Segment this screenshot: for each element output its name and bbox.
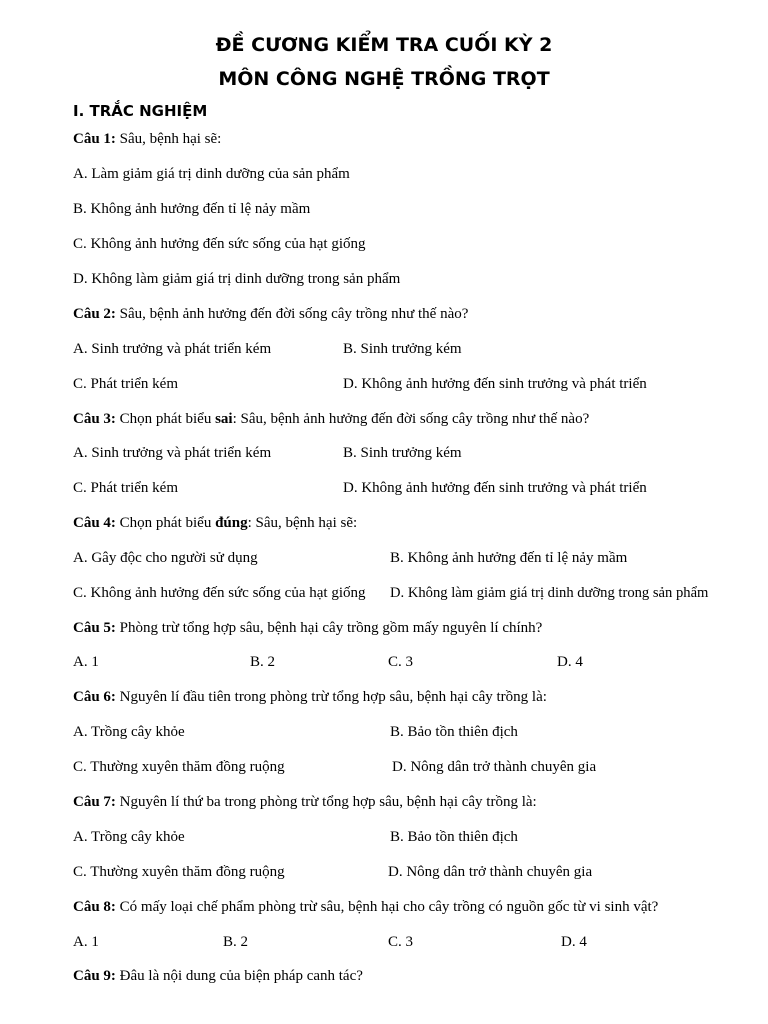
question-text: Sâu, bệnh hại sẽ:	[115, 131, 222, 147]
question-9	[73, 966, 363, 986]
question-label: Câu 2:	[73, 306, 116, 322]
q8-option-d: D. 4	[561, 934, 587, 950]
q8-option-a: A. 1	[73, 934, 99, 950]
question-label: Câu 6:	[73, 689, 116, 705]
question-text-post: : Sâu, bệnh ảnh hưởng đến đời sống cây trồng như thế nào?	[232, 411, 590, 427]
q3-option-b: B. Sinh trưởng kém	[343, 445, 462, 461]
q1-option-b: B. Không ảnh hưởng đến tỉ lệ nảy mầm	[73, 201, 311, 217]
question-emphasis: sai	[215, 411, 233, 427]
question-3	[73, 409, 589, 429]
question-2	[73, 304, 468, 324]
question-label: Câu 5:	[73, 620, 116, 636]
question-label: Câu 7:	[73, 794, 116, 810]
q3-option-c: C. Phát triển kém	[73, 480, 178, 496]
question-emphasis: đúng	[215, 515, 248, 531]
document-title-line-1: ĐỀ CƯƠNG KIỂM TRA CUỐI KỲ 2	[215, 34, 553, 56]
q6-option-a: A. Trồng cây khỏe	[73, 724, 185, 740]
q5-option-a: A. 1	[73, 654, 99, 670]
question-6	[73, 687, 547, 707]
q2-option-a: A. Sinh trưởng và phát triển kém	[73, 341, 272, 357]
question-label: Câu 8:	[73, 899, 116, 915]
question-4	[73, 513, 357, 533]
q3-option-a: A. Sinh trưởng và phát triển kém	[73, 445, 272, 461]
question-label: Câu 9:	[73, 968, 116, 984]
q2-option-b: B. Sinh trưởng kém	[343, 341, 462, 357]
question-label: Câu 1:	[73, 131, 116, 147]
question-7	[73, 792, 537, 812]
question-label: Câu 4:	[73, 515, 116, 531]
q4-option-d: D. Không làm giảm giá trị dinh dưỡng trong sản phẩm	[390, 585, 709, 601]
question-text-pre: Chọn phát biểu	[115, 515, 216, 531]
q8-option-c: C. 3	[388, 934, 414, 950]
q7-option-a: A. Trồng cây khỏe	[73, 829, 185, 845]
question-text-pre: Chọn phát biểu	[115, 411, 216, 427]
q1-option-c: C. Không ảnh hưởng đến sức sống của hạt giống	[73, 236, 366, 252]
q7-option-d: D. Nông dân trở thành chuyên gia	[388, 864, 593, 880]
q1-option-a: A. Làm giảm giá trị dinh dưỡng của sản phẩm	[73, 166, 350, 182]
question-text: Có mấy loại chế phẩm phòng trừ sâu, bệnh hại cho cây trồng có nguồn gốc từ vi sinh vật?	[115, 899, 659, 915]
question-text: Nguyên lí thứ ba trong phòng trừ tổng hợp sâu, bệnh hại cây trồng là:	[115, 794, 537, 810]
document-title-line-2: MÔN CÔNG NGHỆ TRỒNG TRỌT	[218, 68, 550, 90]
q4-option-a: A. Gây độc cho người sử dụng	[73, 550, 258, 566]
q2-option-d: D. Không ảnh hưởng đến sinh trưởng và phát triển	[343, 376, 647, 392]
question-8	[73, 897, 658, 917]
q2-option-c: C. Phát triển kém	[73, 376, 178, 392]
q6-option-d: D. Nông dân trở thành chuyên gia	[392, 759, 597, 775]
q7-option-b: B. Bảo tồn thiên địch	[390, 829, 518, 845]
question-text: Đâu là nội dung của biện pháp canh tác?	[115, 968, 363, 984]
q6-option-c: C. Thường xuyên thăm đồng ruộng	[73, 759, 285, 775]
q7-option-c: C. Thường xuyên thăm đồng ruộng	[73, 864, 285, 880]
question-5	[73, 618, 542, 638]
question-text: Nguyên lí đầu tiên trong phòng trừ tổng hợp sâu, bệnh hại cây trồng là:	[115, 689, 547, 705]
section-heading: I. TRẮC NGHIỆM	[73, 102, 208, 120]
q5-option-c: C. 3	[388, 654, 414, 670]
q4-option-c: C. Không ảnh hưởng đến sức sống của hạt giống	[73, 585, 366, 601]
question-text-post: : Sâu, bệnh hại sẽ:	[247, 515, 358, 531]
question-1	[73, 129, 221, 149]
question-label: Câu 3:	[73, 411, 116, 427]
q5-option-b: B. 2	[250, 654, 276, 670]
q4-option-b: B. Không ảnh hưởng đến tỉ lệ nảy mầm	[390, 550, 628, 566]
q1-option-d: D. Không làm giảm giá trị dinh dưỡng trong sản phẩm	[73, 271, 401, 287]
q6-option-b: B. Bảo tồn thiên địch	[390, 724, 518, 740]
q5-option-d: D. 4	[557, 654, 583, 670]
q8-option-b: B. 2	[223, 934, 249, 950]
q3-option-d: D. Không ảnh hưởng đến sinh trưởng và phát triển	[343, 480, 647, 496]
question-text: Sâu, bệnh ảnh hưởng đến đời sống cây trồng như thế nào?	[115, 306, 469, 322]
question-text: Phòng trừ tổng hợp sâu, bệnh hại cây trồng gồm mấy nguyên lí chính?	[115, 620, 543, 636]
